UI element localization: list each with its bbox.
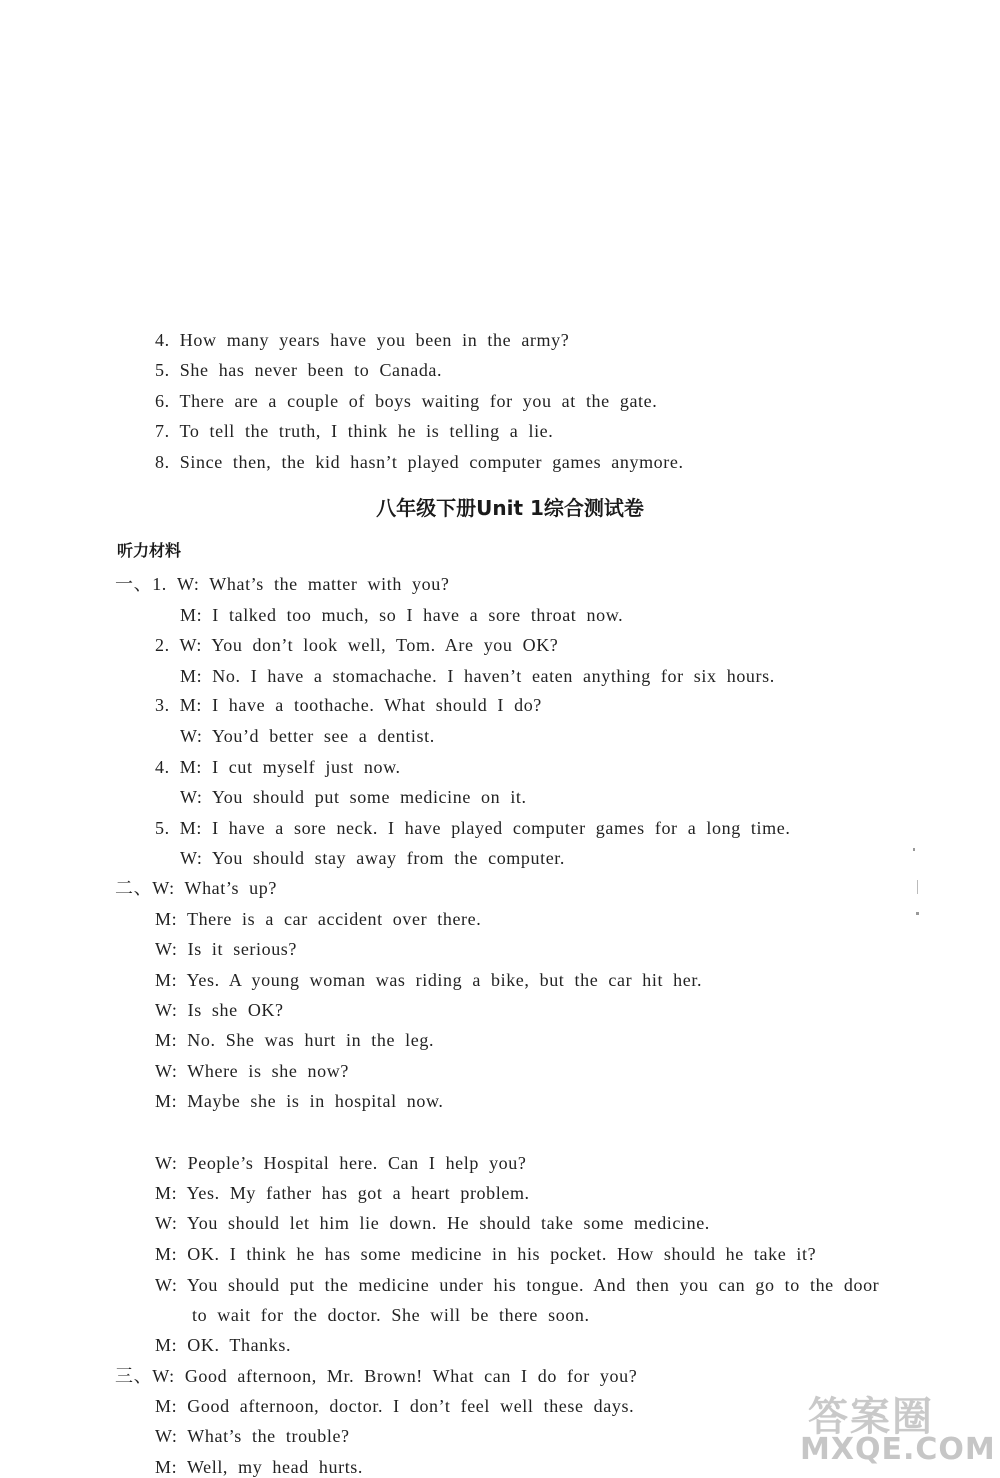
section1-line: 3. M: I have a toothache. What should I do?: [155, 695, 542, 715]
section3-line: 三、W: Good afternoon, Mr. Brown! What can I do for you?: [115, 1366, 638, 1386]
section2-line: W: You should let him lie down. He should take some medicine.: [155, 1213, 710, 1233]
section1-line: 2. W: You don’t look well, Tom. Are you OK?: [155, 635, 559, 655]
sentence-7: 7. To tell the truth, I think he is telling a lie.: [155, 421, 554, 441]
section3-line: W: What’s the trouble?: [155, 1426, 350, 1446]
section2-line: W: People’s Hospital here. Can I help you?: [155, 1153, 527, 1173]
scan-mark: [917, 880, 918, 894]
section2-line: M: No. She was hurt in the leg.: [155, 1030, 435, 1050]
watermark-logo: 答案圈: [808, 1394, 934, 1440]
section1-line: M: No. I have a stomachache. I haven’t eaten anything for six hours.: [180, 666, 775, 686]
section2-line: M: There is a car accident over there.: [155, 909, 482, 929]
section1-line: 一、1. W: What’s the matter with you?: [115, 574, 450, 594]
sentence-8: 8. Since then, the kid hasn’t played computer games anymore.: [155, 452, 684, 472]
section1-line: M: I talked too much, so I have a sore throat now.: [180, 605, 624, 625]
scan-mark: [913, 848, 915, 851]
section2-line: W: Is it serious?: [155, 939, 298, 959]
section1-line: 4. M: I cut myself just now.: [155, 757, 401, 777]
section2-line: M: Maybe she is in hospital now.: [155, 1091, 444, 1111]
section2-line: M: OK. Thanks.: [155, 1335, 292, 1355]
section2-line: W: Where is she now?: [155, 1061, 349, 1081]
sentence-6: 6. There are a couple of boys waiting for you at the gate.: [155, 391, 658, 411]
section3-line: M: Good afternoon, doctor. I don’t feel well these days.: [155, 1396, 635, 1416]
sentence-4: 4. How many years have you been in the army?: [155, 330, 570, 350]
watermark-site: MXQE.COM: [800, 1432, 996, 1467]
section1-line: W: You should stay away from the computer.: [180, 848, 565, 868]
section1-line: 5. M: I have a sore neck. I have played computer games for a long time.: [155, 818, 791, 838]
section2-line: M: Yes. A young woman was riding a bike, but the car hit her.: [155, 970, 703, 990]
scan-mark: [916, 912, 919, 915]
section1-line: W: You should put some medicine on it.: [180, 787, 527, 807]
section2-line: M: Yes. My father has got a heart problem.: [155, 1183, 530, 1203]
section3-line: M: Well, my head hurts.: [155, 1457, 363, 1477]
section2-line: W: Is she OK?: [155, 1000, 284, 1020]
section2-line: M: OK. I think he has some medicine in his pocket. How should he take it?: [155, 1244, 817, 1264]
section2-line: to wait for the doctor. She will be there soon.: [192, 1305, 590, 1325]
test-title: 八年级下册Unit 1综合测试卷: [376, 496, 644, 520]
section2-line: W: You should put the medicine under his tongue. And then you can go to the door: [155, 1275, 880, 1295]
section2-line: 二、W: What’s up?: [115, 878, 277, 898]
sentence-5: 5. She has never been to Canada.: [155, 360, 443, 380]
section1-line: W: You’d better see a dentist.: [180, 726, 435, 746]
listening-heading: 听力材料: [117, 541, 182, 560]
